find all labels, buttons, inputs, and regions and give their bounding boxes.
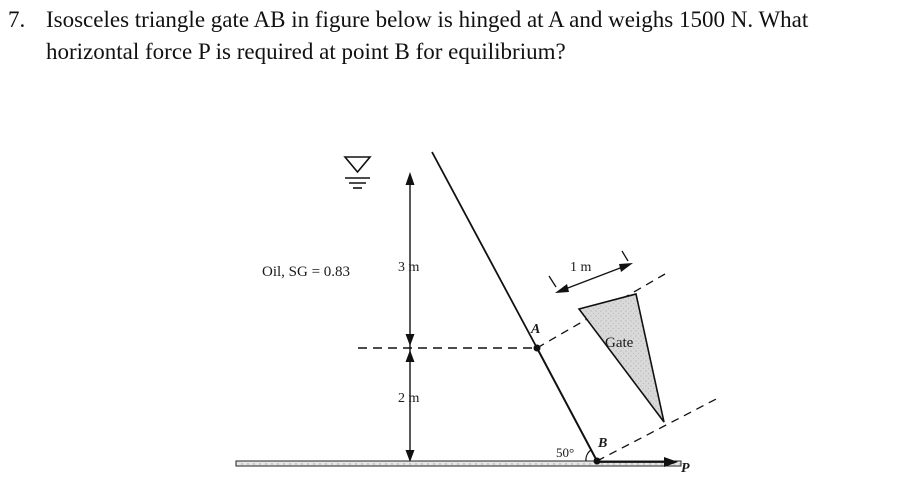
depth-lower-label: 2 m	[398, 391, 420, 406]
angle-arc	[586, 450, 591, 461]
point-b	[594, 458, 601, 465]
force-p-label: P	[681, 461, 690, 476]
gate-label: Gate	[605, 335, 634, 351]
point-a-label: A	[531, 322, 541, 337]
fluid-label: Oil, SG = 0.83	[262, 264, 351, 280]
question-number: 7.	[8, 7, 26, 32]
inclined-wall	[432, 152, 537, 348]
angle-label: 50°	[556, 445, 575, 460]
point-b-label: B	[598, 436, 608, 451]
free-surface-icon	[345, 157, 370, 188]
gate-triangle	[579, 294, 664, 422]
hinge-a	[534, 345, 541, 352]
depth-upper-label: 3 m	[398, 260, 420, 275]
question-line-1: Isosceles triangle gate AB in figure below is hinged at A and weighs 1500 N. What	[46, 7, 809, 32]
depth-dimension	[406, 172, 415, 462]
gate-width-label: 1 m	[570, 260, 592, 275]
question-line-2: horizontal force P is required at point B for equilibrium?	[46, 39, 566, 64]
